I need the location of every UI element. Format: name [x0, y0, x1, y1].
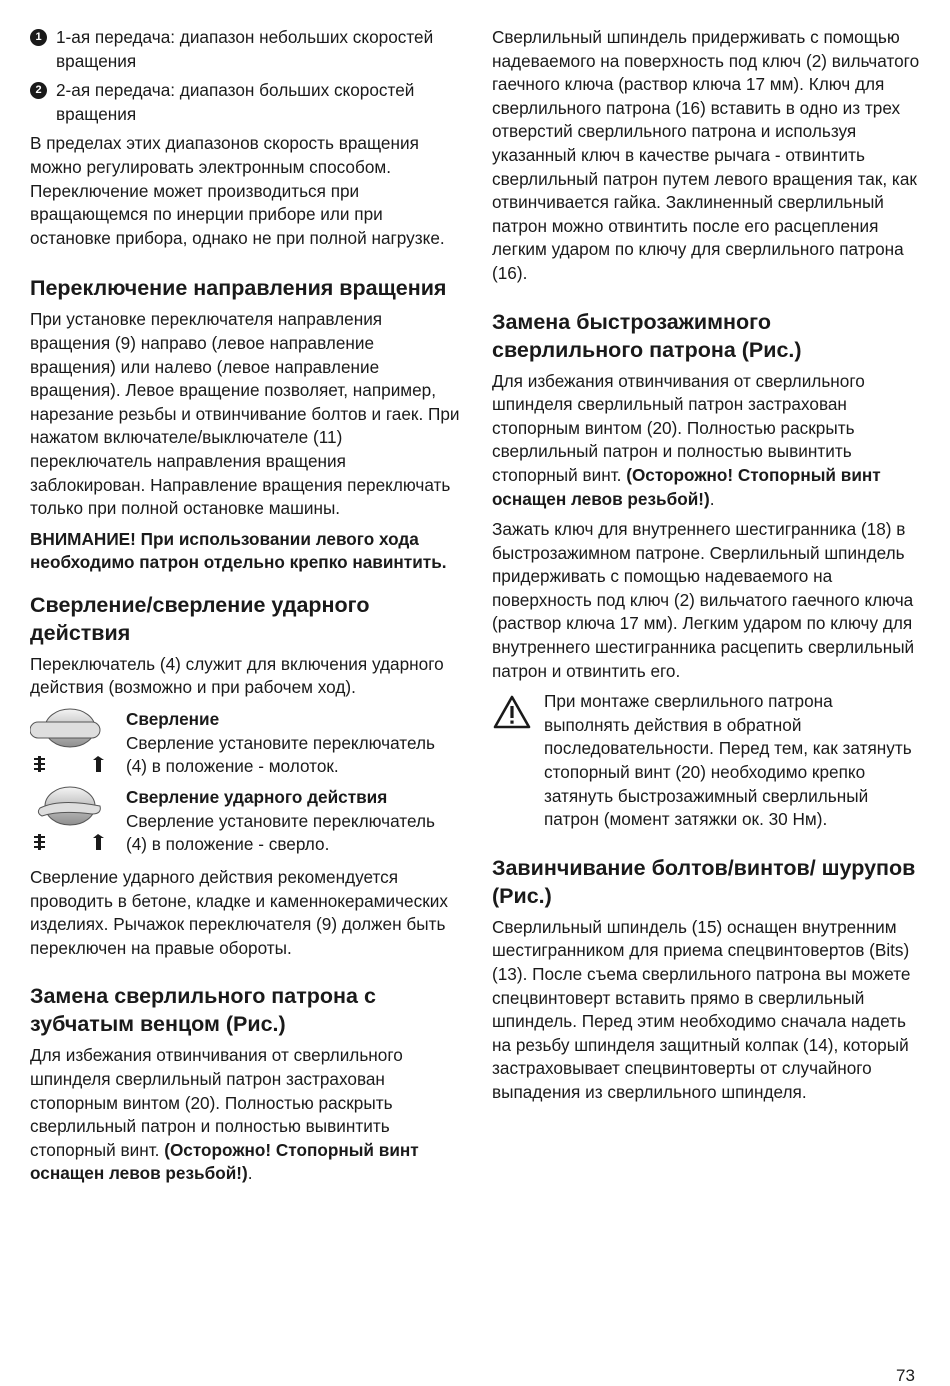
left-column	[30, 26, 460, 1186]
switch-drill-icon	[30, 708, 112, 778]
impact-drilling-mode-text: Сверление установите переключатель (4) в положение - сверло.	[126, 810, 435, 855]
section-title-quick-chuck: Замена быстрозажимного сверлильного патрона (Рис.)	[492, 309, 802, 362]
gear-chuck-paragraph	[30, 1044, 460, 1186]
warning-text: При монтаже сверлильного патрона выполнять действия в обратной последовательности. Перед тем, как затянуть стопорный винт (20) необходимо крепко затянуть быстрозажимный сверлильный патрон (момент затяжки ок. 30 Нм).	[544, 691, 912, 830]
impact-drilling-mode-item	[30, 786, 460, 858]
chuck-removal-paragraph: Сверлильный шпиндель придерживать с помощью надеваемого на поверхность под ключ (2) вильчатого гаечного ключа (раствор ключа 17 мм). Ключ для сверлильного патрона (16) вставить в одно из трех отверстий сверлильного патрона и используя указанный ключ в качестве рычага - отвинтить сверлильный патрон путем левого вращения так, как отвинчивается гайка. Заклиненный сверлильный патрон можно отвинтить после его расцепления легким ударом по ключу для сверлильного патрона (16).	[492, 27, 920, 283]
page-number: 73	[896, 1366, 915, 1385]
impact-drilling-mode-title: Сверление ударного действия	[126, 787, 388, 808]
section-title-rotation-direction: Переключение направления вращения	[30, 276, 447, 301]
number-badge: 2	[30, 82, 47, 99]
rotation-warning: ВНИМАНИЕ! При использовании левого хода необходимо патрон отдельно крепко навинтить.	[30, 528, 447, 573]
gear-item-text: 1-ая передача: диапазон небольших скоростей вращения	[56, 27, 434, 71]
drilling-mode-text: Сверление установите переключатель (4) в положение - молоток.	[126, 732, 435, 777]
section-title-gear-chuck: Замена сверлильного патрона с зубчатым венцом (Рис.)	[30, 984, 376, 1037]
drilling-mode-title: Сверление	[126, 709, 220, 730]
gear-chuck-text-end: .	[247, 1163, 253, 1184]
quick-chuck-bold-note: (Осторожно! Стопорный винт оснащен левов резьбой!)	[492, 464, 881, 509]
gear-chuck-text: Для избежания отвинчивания от сверлильного шпинделя сверлильный патрон застрахован стопорным винтом (20). Полностью раскрыть сверлильный патрон и полностью вывинтить стопорный винт.	[30, 1045, 403, 1160]
quick-chuck-paragraph-2: Зажать ключ для внутреннего шестигранника (18) в быстрозажимном патроне. Сверлильный шпиндель придерживать с помощью надеваемого на поверхность под ключ (2) вильчатого гаечного ключа (раствор ключа 17 мм). Легким ударом по ключу для внутреннего шестигранника расцепить сверлильный патрон и отвинтить его.	[492, 519, 915, 681]
drilling-mode-item	[30, 708, 460, 780]
screwing-paragraph: Сверлильный шпиндель (15) оснащен внутренним шестигранником для приема спецвинтовертов (Bits) (13). После съема сверлильного патрона вы можете спецвинтоверт вставить прямо в сверлильный шпиндель. Перед этим необходимо сначала надеть на резьбу шпинделя защитный колпак (14), который застраховывает спецвинтоверты от случайного выпадения из сверлильного шпинделя.	[492, 916, 911, 1102]
impact-drilling-paragraph: Сверление ударного действия рекомендуется проводить в бетоне, кладке и каменнокерамических изделиях. Рычажок переключателя (9) должен быть переключен на правые обороты.	[30, 867, 448, 958]
speed-paragraph: В пределах этих диапазонов скорость вращения можно регулировать электронным способом. Переключение может производиться при вращающемся по инерции приборе или при остановке прибора, однако не при полной нагрузке.	[30, 133, 445, 248]
quick-chuck-paragraph	[492, 370, 920, 512]
gear-item-2	[30, 79, 460, 126]
warning-note	[492, 690, 920, 832]
rotation-paragraph: При установке переключателя направления вращения (9) направо (левое направление вращения) или налево (левое направление вращения). Левое вращение позволяет, например, нарезание резьбы и отвинчивание болтов и гаек. При нажатом включателе/выключателе (11) переключатель направления вращения заблокирован. Направление вращения переключать только при полной остановке машины.	[30, 309, 460, 519]
number-badge: 1	[30, 29, 47, 46]
drilling-paragraph: Переключатель (4) служит для включения ударного действия (возможно и при рабочем ход).	[30, 653, 444, 698]
right-column	[492, 26, 920, 1105]
switch-impact-icon	[30, 786, 112, 856]
warning-triangle-icon	[492, 694, 532, 730]
gear-chuck-bold-note: (Осторожно! Стопорный винт оснащен левов резьбой!)	[30, 1139, 419, 1184]
quick-chuck-text: Для избежания отвинчивания от сверлильного шпинделя сверлильный патрон застрахован стопорным винтом (20). Полностью раскрыть сверлильный патрон и полностью вывинтить стопорный винт.	[492, 370, 865, 485]
section-title-screwing: Завинчивание болтов/винтов/ шурупов (Рис.)	[492, 855, 916, 908]
gear-item-1	[30, 26, 460, 73]
quick-chuck-text-end: .	[709, 488, 715, 509]
section-title-drilling: Сверление/сверление ударного действия	[30, 592, 370, 645]
gear-item-text: 2-ая передача: диапазон больших скоростей вращения	[56, 80, 415, 124]
